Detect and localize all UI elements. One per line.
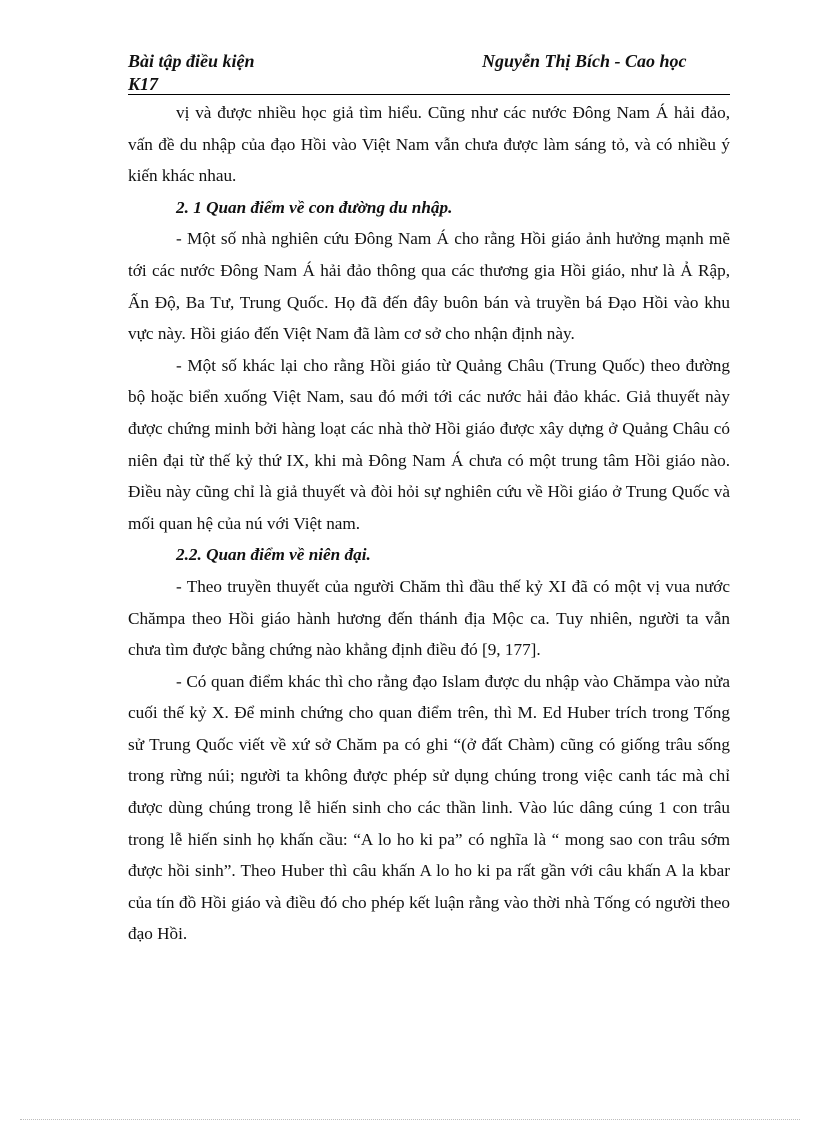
paragraph-islam-champa: - Có quan điểm khác thì cho rằng đạo Islam được du nhập vào Chămpa vào nửa cuối thế kỷ X. Để minh chứng cho quan điểm trên, thì M. Ed Huber trích trong Tống sử Trung Quốc viết về xứ sở Chăm pa có ghi “(ở đất Chàm) cũng có giống trâu sống trong rừng núi; người ta không được phép sử dụng chúng trong việc canh tác mà chỉ được dùng chúng trong lễ hiến sinh cho các thần linh. Vào lúc dâng cúng 1 con trâu trong lễ hiến sinh họ khấn cầu: “A lo ho ki pa” có nghĩa là “ mong sao con trâu sớm được hồi sinh”. Theo Huber thì câu khấn A lo ho ki pa rất gần với câu khấn A la kbar của tín đồ Hồi giáo và điều đó cho phép kết luận rằng vào thời nhà Tống có người theo đạo Hồi.: [128, 671, 730, 944]
paragraph-guangzhou: - Một số khác lại cho rằng Hồi giáo từ Quảng Châu (Trung Quốc) theo đường bộ hoặc biển xuống Việt Nam, sau đó mới tới các nước hải đảo khác. Giả thuyết này được chứng minh bởi hàng loạt các nhà thờ Hồi giáo được xây dựng ở Quảng Châu có niên đại từ thế kỷ thứ IX, khi mà Đông Nam Á chưa có một trung tâm Hồi giáo nào. Điều này cũng chỉ là giả thuyết và đòi hỏi sự nghiên cứu về Hồi giáo ở Trung Quốc và mối quan hệ của nú với Việt nam.: [128, 355, 730, 533]
footer-dotted-line: [20, 1119, 800, 1120]
header-divider: [128, 94, 730, 95]
header-author: Nguyễn Thị Bích - Cao học: [482, 51, 687, 71]
header-course: Bài tập điều kiện: [128, 51, 255, 71]
paragraph-legend: - Theo truyền thuyết của người Chăm thì đầu thế kỷ XI đã có một vị vua nước Chămpa theo Hồi giáo hành hương đến thánh địa Mộc ca. Tuy nhiên, người ta vẫn chưa tìm được bằng chứng nào khẳng định điều đó [9, 177].: [128, 576, 730, 660]
header-course-code: K17: [128, 74, 159, 94]
paragraph-intro: vị và được nhiều học giả tìm hiểu. Cũng như các nước Đông Nam Á hải đảo, vấn đề du nhập của đạo Hồi vào Việt Nam vẫn chưa được làm sáng tỏ, và có nhiều ý kiến khác nhau.: [128, 103, 730, 186]
document-body: [128, 97, 730, 950]
section-heading-route: 2. 1 Quan điểm về con đường du nhập.: [176, 197, 453, 217]
paragraph-merchants: - Một số nhà nghiên cứu Đông Nam Á cho rằng Hồi giáo ảnh hưởng mạnh mẽ tới các nước Đông Nam Á hải đảo thông qua các thương gia Hồi giáo, như là Ả Rập, Ấn Độ, Ba Tư, Trung Quốc. Họ đã đến đây buôn bán và truyền bá Đạo Hồi vào khu vực này. Hồi giáo đến Việt Nam đã làm cơ sở cho nhận định này.: [128, 229, 730, 344]
section-heading-dating: 2.2. Quan điểm về niên đại.: [176, 545, 371, 565]
